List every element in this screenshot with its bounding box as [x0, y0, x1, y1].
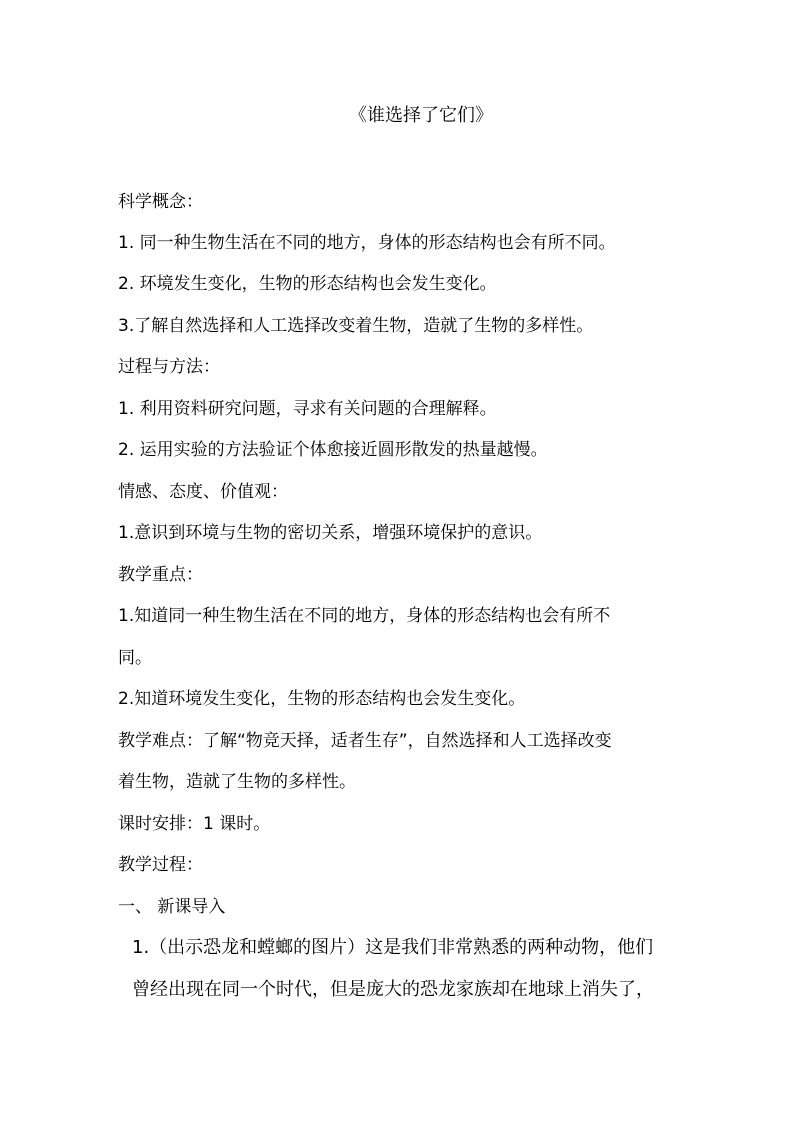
- teaching-difficulty: 教学难点：了解“物竞天择，适者生存”，自然选择和人工选择改变: [118, 731, 612, 751]
- subsection-heading-intro: 一、 新课导入: [118, 897, 226, 917]
- section-heading-attitudes-values: 情感、态度、价值观：: [118, 482, 288, 502]
- list-item: 2. 运用实验的方法验证个体愈接近圆形散发的热量越慢。: [118, 440, 548, 460]
- section-heading-process-methods: 过程与方法：: [118, 357, 220, 377]
- list-item: 1.意识到环境与生物的密切关系，增强环境保护的意识。: [118, 523, 543, 543]
- paragraph-line: 1.（出示恐龙和螳螂的图片）这是我们非常熟悉的两种动物，他们: [132, 937, 654, 958]
- list-item: 2. 环境发生变化，生物的形态结构也会发生变化。: [118, 274, 497, 294]
- section-heading-teaching-focus: 教学重点：: [118, 565, 203, 585]
- list-item: 2.知道环境发生变化，生物的形态结构也会发生变化。: [118, 689, 526, 709]
- list-item-continuation: 同。: [118, 648, 152, 668]
- section-heading-teaching-process: 教学过程：: [118, 855, 203, 875]
- list-item: 3.了解自然选择和人工选择改变着生物，造就了生物的多样性。: [118, 316, 594, 336]
- paragraph-line: 曾经出现在同一个时代，但是庞大的恐龙家族却在地球上消失了，: [132, 979, 654, 1000]
- teaching-difficulty-continuation: 着生物，造就了生物的多样性。: [118, 772, 356, 792]
- section-heading-science-concepts: 科学概念：: [118, 192, 203, 212]
- list-item: 1.知道同一种生物生活在不同的地方，身体的形态结构也会有所不: [118, 606, 611, 626]
- list-item: 1. 同一种生物生活在不同的地方，身体的形态结构也会有所不同。: [118, 233, 616, 253]
- class-schedule: 课时安排：1 课时。: [118, 814, 271, 834]
- list-item: 1. 利用资料研究问题，寻求有关问题的合理解释。: [118, 399, 497, 419]
- document-title: 《谁选择了它们》: [349, 105, 493, 126]
